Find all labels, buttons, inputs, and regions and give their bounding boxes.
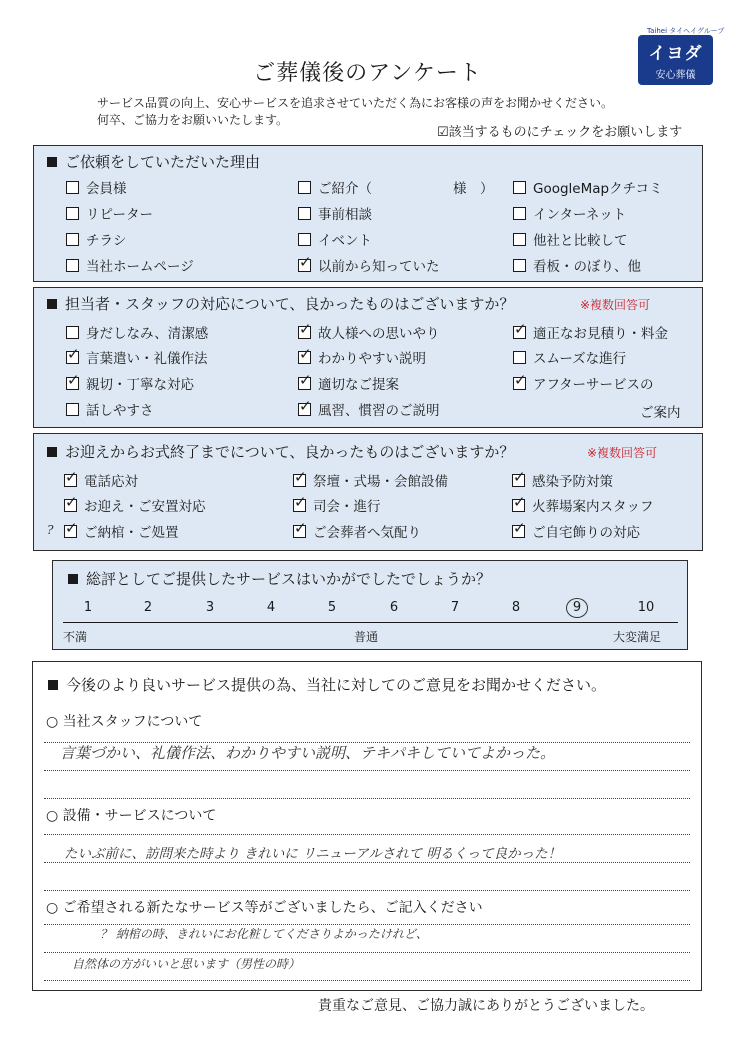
option-label: 以前から知っていた (318, 259, 440, 275)
option-section2-5 (513, 347, 626, 367)
option-label: 感染予防対策 (532, 474, 613, 490)
checkbox[interactable] (66, 403, 79, 416)
checkbox[interactable] (293, 525, 306, 538)
answer-line (44, 952, 690, 953)
section2-continuation: ご案内 (640, 405, 681, 421)
checkbox[interactable] (66, 259, 79, 272)
checkbox[interactable] (66, 233, 79, 246)
option-section3-8 (512, 521, 640, 541)
option-label: ご納棺・ご処置 (84, 525, 179, 541)
answer-line (44, 890, 690, 891)
option-section3-5 (512, 495, 654, 515)
feedback-heading (48, 674, 606, 695)
checkbox[interactable] (298, 326, 311, 339)
option-label: 身だしなみ、清潔感 (86, 326, 209, 342)
option-section2-1 (298, 322, 440, 342)
option-label: 看板・のぼり、他 (533, 259, 641, 275)
facility-feedback-answer[interactable]: たいぶ前に、訪問来た時より きれいに リニューアルされて 明るくって良かった！ (64, 846, 562, 862)
checkbox[interactable] (512, 474, 525, 487)
intro-line-1: サービス品質の向上、安心サービスを追求させていただく為にお客様の声をお聞かせください。 (97, 96, 614, 110)
option-section2-4 (298, 347, 426, 367)
section2-heading-text: 担当者・スタッフの対応について、良かったものはございますか？ (65, 295, 515, 313)
option-label: 電話応対 (84, 474, 138, 490)
intro-line-2: 何卒、ご協力をお願いいたします。 (97, 113, 289, 127)
option-section3-2 (512, 470, 613, 490)
section3-heading (47, 441, 514, 462)
rating-label-high: 大変満足 (613, 630, 662, 644)
checkbox[interactable] (66, 377, 79, 390)
option-section1-2 (513, 177, 663, 197)
checkbox[interactable] (298, 181, 311, 194)
checkbox[interactable] (293, 499, 306, 512)
option-label: ご会葬者へ気配り (313, 525, 421, 541)
heading-square-icon (47, 447, 57, 457)
answer-line (44, 980, 690, 981)
rating-option-8[interactable]: 8 (511, 600, 521, 615)
section1-heading-text: ご依頼をしていただいた理由 (65, 153, 261, 171)
rating-option-5[interactable]: 5 (327, 600, 337, 615)
request-feedback-answer-1[interactable]: ？ 納棺の時、きれいにお化粧してくださりよかったけれど、 (100, 927, 428, 941)
option-section1-4 (298, 203, 372, 223)
section3-heading-text: お迎えからお式終了までについて、良かったものはございますか？ (65, 443, 515, 461)
page-title: ご葬儀後のアンケート (253, 61, 482, 86)
option-section1-0 (66, 177, 127, 197)
checkbox[interactable] (513, 181, 526, 194)
section2-multiple-answer-note: ※複数回答可 (580, 298, 651, 312)
option-section2-7 (298, 373, 399, 393)
checkbox[interactable] (298, 233, 311, 246)
option-section3-7 (293, 521, 421, 541)
brand-text: Taihei タイヘイグループ (647, 27, 725, 35)
option-section1-10 (298, 255, 440, 275)
option-label: お迎え・ご安置対応 (84, 499, 206, 515)
section2-heading (47, 293, 514, 314)
section4-heading-text: 総評としてご提供したサービスはいかがでしたでしょうか？ (86, 570, 492, 588)
option-label: ご紹介（ 様 ） (318, 181, 494, 197)
option-section2-2 (513, 322, 668, 342)
checkbox[interactable] (64, 499, 77, 512)
rating-option-1[interactable]: 1 (83, 600, 93, 615)
checkbox[interactable] (66, 351, 79, 364)
option-label: 適正なお見積り・料金 (533, 326, 668, 342)
staff-feedback-label: ○ 当社スタッフについて (46, 714, 203, 730)
option-section1-11 (513, 255, 641, 275)
option-section1-9 (66, 255, 194, 275)
checkbox[interactable] (64, 474, 77, 487)
option-section2-0 (66, 322, 208, 342)
option-section3-3 (64, 495, 206, 515)
facility-feedback-label: ○ 設備・サービスについて (46, 808, 217, 824)
logo-sub-text: 安心葬儀 (655, 70, 696, 81)
option-label: リピーター (86, 207, 153, 223)
option-label: 事前相談 (318, 207, 372, 223)
option-label: 話しやすさ (86, 403, 154, 419)
margin-question-mark: ? (47, 523, 54, 537)
checkbox[interactable] (66, 181, 79, 194)
option-label: GoogleMapクチコミ (533, 181, 663, 197)
section3-multiple-answer-note: ※複数回答可 (587, 446, 658, 460)
checkbox[interactable] (513, 233, 526, 246)
checkbox[interactable] (298, 259, 311, 272)
rating-option-2[interactable]: 2 (143, 600, 153, 615)
option-label: 風習、慣習のご説明 (318, 403, 440, 419)
logo-main-text: イヨダ (648, 44, 703, 64)
answer-line (44, 798, 690, 799)
section1-heading (47, 151, 260, 172)
heading-square-icon (47, 299, 57, 309)
option-label: 会員様 (86, 181, 127, 197)
checkbox[interactable] (513, 377, 526, 390)
checkbox[interactable] (298, 351, 311, 364)
answer-line (44, 862, 690, 863)
option-label: わかりやすい説明 (318, 351, 426, 367)
option-label: インターネット (533, 207, 627, 223)
check-instruction: ☑該当するものにチェックをお願いします (437, 125, 683, 140)
checkbox[interactable] (513, 259, 526, 272)
option-label: 祭壇・式場・会館設備 (313, 474, 448, 490)
checkbox[interactable] (293, 474, 306, 487)
option-section1-1 (298, 177, 494, 197)
option-section2-10 (298, 399, 440, 419)
option-section3-1 (293, 470, 448, 490)
option-label: チラシ (86, 233, 127, 249)
rating-option-3[interactable]: 3 (205, 600, 215, 615)
option-label: 当社ホームページ (86, 259, 194, 275)
option-label: 司会・進行 (313, 499, 381, 515)
feedback-heading-text: 今後のより良いサービス提供の為、当社に対してのご意見をお聞かせください。 (66, 676, 607, 694)
section4-heading (68, 568, 491, 589)
answer-line (44, 770, 690, 771)
heading-square-icon (48, 680, 58, 690)
closing-message: 貴重なご意見、ご協力誠にありがとうございました。 (318, 998, 654, 1014)
checkbox[interactable] (64, 525, 77, 538)
option-section3-6 (64, 521, 179, 541)
option-label: 故人様への思いやり (318, 326, 440, 342)
rating-label-mid: 普通 (354, 630, 379, 644)
rating-scale-line (63, 622, 678, 623)
checkbox[interactable] (298, 377, 311, 390)
checkbox[interactable] (66, 326, 79, 339)
checkbox[interactable] (512, 499, 525, 512)
rating-label-low: 不満 (63, 630, 88, 644)
option-label: イベント (318, 233, 372, 249)
option-section2-8 (513, 373, 654, 393)
selected-rating-circle (566, 598, 588, 618)
checkbox[interactable] (513, 351, 526, 364)
rating-option-9[interactable]: 9 (572, 600, 582, 615)
option-section2-6 (66, 373, 194, 393)
option-label: 他社と比較して (533, 233, 628, 249)
option-section3-4 (293, 495, 381, 515)
option-section2-3 (66, 347, 208, 367)
request-feedback-answer-2[interactable]: 自然体の方がいいと思います（男性の時） (72, 957, 301, 971)
rating-option-4[interactable]: 4 (266, 600, 276, 615)
checkbox[interactable] (66, 207, 79, 220)
checkbox[interactable] (513, 326, 526, 339)
option-label: 適切なご提案 (318, 377, 399, 393)
option-section1-3 (66, 203, 153, 223)
checkbox[interactable] (298, 403, 311, 416)
option-label: 火葬場案内スタッフ (532, 499, 654, 515)
staff-feedback-answer[interactable]: 言葉づかい、礼儀作法、わかりやすい説明、テキパキしていてよかった。 (60, 744, 556, 762)
option-label: ご自宅飾りの対応 (532, 525, 640, 541)
rating-option-10[interactable]: 10 (637, 600, 655, 615)
option-section1-7 (298, 229, 372, 249)
option-section2-9 (66, 399, 154, 419)
heading-square-icon (68, 574, 78, 584)
request-feedback-label: ○ ご希望される新たなサービス等がございましたら、ご記入ください (46, 900, 483, 916)
rating-option-7[interactable]: 7 (450, 600, 460, 615)
option-label: スムーズな進行 (533, 351, 627, 367)
option-section1-8 (513, 229, 628, 249)
rating-option-6[interactable]: 6 (389, 600, 399, 615)
heading-square-icon (47, 157, 57, 167)
checkbox[interactable] (513, 207, 526, 220)
checkbox[interactable] (298, 207, 311, 220)
option-label: 言葉遣い・礼儀作法 (86, 351, 208, 367)
checkbox[interactable] (512, 525, 525, 538)
option-section1-6 (66, 229, 127, 249)
option-section1-5 (513, 203, 626, 223)
answer-line (44, 834, 690, 835)
option-label: アフターサービスの (533, 377, 654, 393)
option-section3-0 (64, 470, 138, 490)
option-label: 親切・丁寧な対応 (86, 377, 194, 393)
